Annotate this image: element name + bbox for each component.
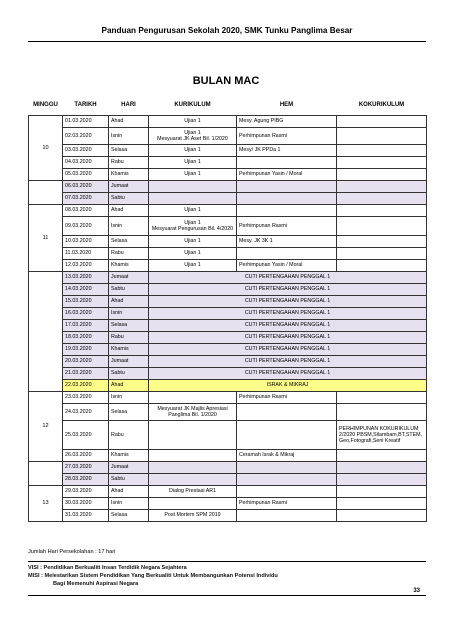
- day-cell: Ahad: [109, 486, 149, 498]
- kokurikulum-cell: [337, 116, 427, 128]
- hem-cell: Perhimpunan Rasmi: [237, 217, 337, 236]
- event-span-cell: CUTI PERTENGAHAN PENGGAL 1: [149, 332, 427, 344]
- kurikulum-cell: Dialog Prestasi AR1: [149, 486, 237, 498]
- kokurikulum-cell: [337, 450, 427, 462]
- table-row: [29, 498, 427, 510]
- kurikulum-cell: [149, 462, 237, 474]
- table-row: [29, 217, 427, 236]
- kurikulum-cell: Post Mortem SPM 2019: [149, 510, 237, 522]
- table-row: [29, 486, 427, 498]
- kokurikulum-cell: [337, 498, 427, 510]
- hem-cell: Perhimpunan Yasin / Moral: [237, 169, 337, 181]
- table-row: [29, 404, 427, 421]
- event-span-cell: CUTI PERTENGAHAN PENGGAL 1: [149, 284, 427, 296]
- day-cell: Jumaat: [109, 181, 149, 193]
- hem-cell: [237, 421, 337, 450]
- day-cell: Selasa: [109, 510, 149, 522]
- date-cell: 08.03.2020: [63, 205, 109, 217]
- school-days-note: Jumlah Hari Persekolahan : 17 hari: [28, 549, 116, 555]
- col-minggu: MINGGU: [33, 101, 58, 108]
- date-cell: 06.03.2020: [63, 181, 109, 193]
- date-cell: 30.03.2020: [63, 498, 109, 510]
- date-cell: 20.03.2020: [63, 356, 109, 368]
- table-row: [29, 392, 427, 404]
- day-cell: Ahad: [109, 296, 149, 308]
- date-cell: 29.03.2020: [63, 486, 109, 498]
- date-cell: 04.03.2020: [63, 157, 109, 169]
- table-row: [29, 248, 427, 260]
- kokurikulum-cell: [337, 404, 427, 421]
- date-cell: 10.03.2020: [63, 236, 109, 248]
- kurikulum-cell: [149, 474, 237, 486]
- day-cell: Ahad: [109, 116, 149, 128]
- day-cell: Sabtu: [109, 474, 149, 486]
- kokurikulum-cell: [337, 157, 427, 169]
- table-row: [29, 344, 427, 356]
- date-cell: 12.03.2020: [63, 260, 109, 272]
- hem-cell: [237, 157, 337, 169]
- date-cell: 27.03.2020: [63, 462, 109, 474]
- col-kurikulum: KURIKULUM: [174, 101, 211, 108]
- table-row: [29, 260, 427, 272]
- visi-text: VISI : Pendidikan Berkualiti Insan Terdidik Negara Sejahtera: [28, 565, 187, 571]
- table-row: [29, 236, 427, 248]
- week-number-cell: [29, 272, 63, 392]
- kurikulum-cell: Ujian 1: [149, 236, 237, 248]
- table-row: [29, 462, 427, 474]
- kurikulum-cell: Ujian 1: [149, 248, 237, 260]
- day-cell: Khamis: [109, 450, 149, 462]
- calendar-body: [29, 116, 427, 522]
- kokurikulum-cell: [337, 510, 427, 522]
- event-span-cell: CUTI PERTENGAHAN PENGGAL 1: [149, 296, 427, 308]
- kokurikulum-cell: PERHIMPUNAN KOKURIKULUM 2/2020 PBSM,Silambam,BT,STEM, Geo,Fotografi,Seni Kreatif: [337, 421, 427, 450]
- hem-cell: Perhimpunan Rasmi: [237, 128, 337, 145]
- kurikulum-cell: [149, 450, 237, 462]
- date-cell: 24.03.2020: [63, 404, 109, 421]
- hem-cell: [237, 474, 337, 486]
- page-header: [28, 23, 426, 42]
- hem-cell: Ceramah Israk & Mikraj: [237, 450, 337, 462]
- event-span-cell: CUTI PERTENGAHAN PENGGAL 1: [149, 356, 427, 368]
- kokurikulum-cell: [337, 236, 427, 248]
- hem-cell: Mesy. JK 3K 1: [237, 236, 337, 248]
- day-cell: Sabtu: [109, 193, 149, 205]
- week-number-cell: 12: [29, 392, 63, 462]
- table-row: [29, 181, 427, 193]
- day-cell: Selasa: [109, 145, 149, 157]
- date-cell: 01.03.2020: [63, 116, 109, 128]
- kokurikulum-cell: [337, 169, 427, 181]
- table-header-row: [29, 94, 427, 116]
- date-cell: 19.03.2020: [63, 344, 109, 356]
- kurikulum-cell: Ujian 1: [149, 205, 237, 217]
- kokurikulum-cell: [337, 145, 427, 157]
- day-cell: Sabtu: [109, 368, 149, 380]
- kurikulum-cell: Ujian 1: [149, 169, 237, 181]
- hem-cell: [237, 486, 337, 498]
- table-row: [29, 332, 427, 344]
- kurikulum-cell: Ujian 1: [149, 157, 237, 169]
- event-span-cell: ISRAK & MIKRAJ: [149, 380, 427, 392]
- table-row: [29, 128, 427, 145]
- week-number-cell: 10: [29, 116, 63, 181]
- date-cell: 26.03.2020: [63, 450, 109, 462]
- event-span-cell: CUTI PERTENGAHAN PENGGAL 1: [149, 344, 427, 356]
- kokurikulum-cell: [337, 486, 427, 498]
- kokurikulum-cell: [337, 217, 427, 236]
- misi-text-cont: Bagi Memenuhi Aspirasi Negara: [53, 581, 139, 587]
- kurikulum-cell: Ujian 1: [149, 116, 237, 128]
- date-cell: 03.03.2020: [63, 145, 109, 157]
- week-number-cell: [29, 181, 63, 205]
- hem-cell: [237, 193, 337, 205]
- table-row: [29, 421, 427, 450]
- day-cell: Isnin: [109, 308, 149, 320]
- page-number: 33: [413, 588, 420, 594]
- kokurikulum-cell: [337, 462, 427, 474]
- event-span-cell: CUTI PERTENGAHAN PENGGAL 1: [149, 308, 427, 320]
- col-tarikh: TARIKH: [74, 101, 97, 108]
- hem-cell: Mesy. Agung PIBG: [237, 116, 337, 128]
- date-cell: 25.03.2020: [63, 421, 109, 450]
- week-number-cell: 11: [29, 205, 63, 272]
- hem-cell: [237, 181, 337, 193]
- date-cell: 09.03.2020: [63, 217, 109, 236]
- date-cell: 18.03.2020: [63, 332, 109, 344]
- date-cell: 28.03.2020: [63, 474, 109, 486]
- col-kokurikulum: KOKURIKULUM: [358, 101, 405, 108]
- kokurikulum-cell: [337, 474, 427, 486]
- table-row: [29, 193, 427, 205]
- hem-cell: Mesy/ JK PPDa 1: [237, 145, 337, 157]
- col-hari: HARI: [121, 101, 136, 108]
- day-cell: Sabtu: [109, 284, 149, 296]
- day-cell: Isnin: [109, 128, 149, 145]
- table-row: [29, 308, 427, 320]
- table-row: [29, 284, 427, 296]
- header-title: Panduan Pengurusan Sekolah 2020, SMK Tunku Panglima Besar: [101, 26, 353, 35]
- day-cell: Isnin: [109, 498, 149, 510]
- day-cell: Jumaat: [109, 356, 149, 368]
- table-row: [29, 450, 427, 462]
- table-row: [29, 474, 427, 486]
- event-span-cell: CUTI PERTENGAHAN PENGGAL 1: [149, 368, 427, 380]
- kokurikulum-cell: [337, 260, 427, 272]
- date-cell: 21.03.2020: [63, 368, 109, 380]
- hem-cell: [237, 462, 337, 474]
- day-cell: Selasa: [109, 236, 149, 248]
- day-cell: Rabu: [109, 157, 149, 169]
- date-cell: 13.03.2020: [63, 272, 109, 284]
- day-cell: Isnin: [109, 217, 149, 236]
- kokurikulum-cell: [337, 205, 427, 217]
- day-cell: Ahad: [109, 205, 149, 217]
- kurikulum-cell: Ujian 1 Mesyuarat JK Aset Bil. 1/2020: [149, 128, 237, 145]
- day-cell: Rabu: [109, 248, 149, 260]
- date-cell: 23.03.2020: [63, 392, 109, 404]
- misi-text: MISI : Melestarikan Sistem Pendidikan Yang Berkualiti Untuk Membangunkan Potensi Individu: [28, 573, 278, 579]
- kurikulum-cell: [149, 392, 237, 404]
- table-row: [29, 368, 427, 380]
- date-cell: 02.03.2020: [63, 128, 109, 145]
- date-cell: 16.03.2020: [63, 308, 109, 320]
- day-cell: Khamis: [109, 169, 149, 181]
- hem-cell: [237, 510, 337, 522]
- hem-cell: [237, 248, 337, 260]
- col-hem: HEM: [279, 101, 294, 108]
- event-span-cell: CUTI PERTENGAHAN PENGGAL 1: [149, 272, 427, 284]
- table-row: [29, 116, 427, 128]
- day-cell: Selasa: [109, 404, 149, 421]
- kokurikulum-cell: [337, 181, 427, 193]
- event-span-cell: CUTI PERTENGAHAN PENGGAL 1: [149, 320, 427, 332]
- kurikulum-cell: [149, 421, 237, 450]
- visi-misi-box: [28, 561, 426, 596]
- kokurikulum-cell: [337, 128, 427, 145]
- kurikulum-cell: [149, 193, 237, 205]
- date-cell: 14.03.2020: [63, 284, 109, 296]
- date-cell: 05.03.2020: [63, 169, 109, 181]
- hem-cell: Perhimpunan Rasmi: [237, 392, 337, 404]
- kurikulum-cell: Ujian 1: [149, 145, 237, 157]
- date-cell: 15.03.2020: [63, 296, 109, 308]
- kurikulum-cell: [149, 181, 237, 193]
- date-cell: 07.03.2020: [63, 193, 109, 205]
- date-cell: 22.03.2020: [63, 380, 109, 392]
- kurikulum-cell: [149, 498, 237, 510]
- table-row: [29, 356, 427, 368]
- calendar-table: [28, 94, 427, 522]
- hem-cell: [237, 205, 337, 217]
- date-cell: 11.03.2020: [63, 248, 109, 260]
- kurikulum-cell: Ujian 1: [149, 260, 237, 272]
- week-number-cell: 13: [29, 486, 63, 522]
- day-cell: Jumaat: [109, 272, 149, 284]
- day-cell: Rabu: [109, 332, 149, 344]
- hem-cell: [237, 404, 337, 421]
- day-cell: Jumaat: [109, 462, 149, 474]
- hem-cell: Perhimpunan Rasmi: [237, 498, 337, 510]
- day-cell: Khamis: [109, 344, 149, 356]
- kurikulum-cell: Ujian 1 Mesyuarat Pengurusan Bil. 4/2020: [149, 217, 237, 236]
- day-cell: Isnin: [109, 392, 149, 404]
- week-number-cell: [29, 462, 63, 486]
- hem-cell: Perhimpunan Yasin / Moral: [237, 260, 337, 272]
- table-row: [29, 145, 427, 157]
- kurikulum-cell: Mesyuarat JK Majlis Apresiasi Panglima Bil. 1/2020: [149, 404, 237, 421]
- date-cell: 17.03.2020: [63, 320, 109, 332]
- day-cell: Khamis: [109, 260, 149, 272]
- day-cell: Ahad: [109, 380, 149, 392]
- kokurikulum-cell: [337, 248, 427, 260]
- table-row: [29, 296, 427, 308]
- table-row: [29, 320, 427, 332]
- table-row: [29, 272, 427, 284]
- kokurikulum-cell: [337, 392, 427, 404]
- table-row: [29, 157, 427, 169]
- table-row: [29, 380, 427, 392]
- table-row: [29, 169, 427, 181]
- month-title: BULAN MAC: [192, 75, 260, 87]
- date-cell: 31.03.2020: [63, 510, 109, 522]
- day-cell: Rabu: [109, 421, 149, 450]
- day-cell: Selasa: [109, 320, 149, 332]
- kokurikulum-cell: [337, 193, 427, 205]
- table-row: [29, 510, 427, 522]
- table-row: [29, 205, 427, 217]
